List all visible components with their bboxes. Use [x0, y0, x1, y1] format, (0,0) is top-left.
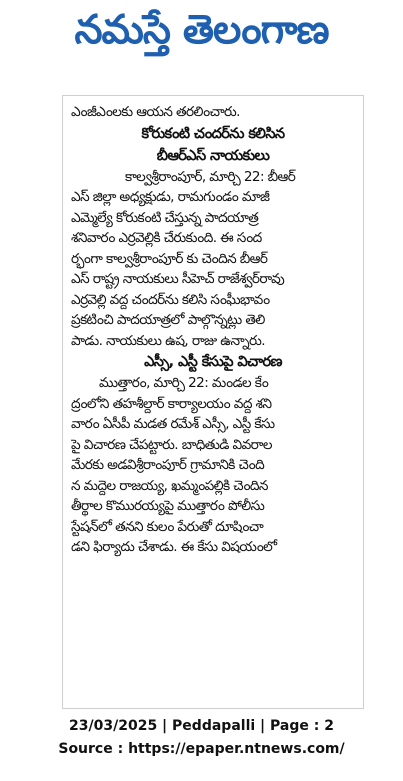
story2-line: మేరకు అడవిశ్రీరాంపూర్ గ్రామానికి చెంది [71, 457, 265, 473]
story2-line: డని ఫిర్యాదు చేశాడు. ఈ కేసు విషయంలో [71, 539, 277, 555]
story2-line: తీర్థాల కొమురయ్యపై ముత్తారం పోలీసు [71, 498, 265, 514]
story2-line: పై విచారణ చేపట్టారు. బాధితుడి వివరాల [71, 436, 272, 453]
story1-headline-line1: కోరుకంటి చందర్‌ను కలిసిన [141, 125, 285, 142]
story2-line: స్టేషన్‌లో తనని కులం పేరుతో దూషించా [71, 518, 264, 535]
story1-line: ఎర్రవెల్లి వద్ద చందర్‌ను కలిసి సంఘీభావం [71, 291, 270, 308]
story1-line: కాల్వశ్రీరాంపూర్, మార్చి 22: బీఆర్ [125, 168, 296, 185]
lead-line: ఎంజీఎంలకు ఆయన తరలించారు. [71, 104, 240, 120]
article-body [63, 96, 363, 558]
story1-line: పాడు. నాయకులు ఉష, రాజు ఉన్నారు. [71, 332, 265, 349]
story2-headline: ఎస్సీ, ఎస్టీ కేసుపై విచారణ [144, 354, 282, 370]
edition-info: 23/03/2025 | Peddapalli | Page : 2 [69, 718, 334, 734]
story1-line: ర్భంగా కాల్వశ్రీరాంపూర్ కు చెందిన బీఆర్ [71, 250, 268, 267]
story2-line: ద్రంలోని తహశీల్దార్ కార్యాలయం వద్ద శని [71, 395, 272, 412]
story1-headline-line2: బీఆర్‌ఎస్ నాయకులు [156, 147, 270, 164]
story1-line: ఎస్ రాష్ట్ర నాయకులు సీహెచ్ రాజేశ్వర్‌రావు [71, 271, 285, 287]
story2-line: న మద్దెల రాజయ్య, ఖమ్మంపల్లికి చెందిన [71, 477, 268, 494]
masthead-title: నమస్తే తెలంగాణ [74, 7, 329, 53]
story1-line: ఎస్ జిల్లా అధ్యక్షుడు, రామగుండం మాజీ [71, 189, 270, 205]
story1-line: ప్రకటించి పాదయాత్రలో పాల్గొన్నట్లు తెలి [71, 312, 265, 328]
story2-line: ముత్తారం, మార్చి 22: మండల కేం [99, 375, 269, 391]
story1-line: ఎమ్మెల్యే కోరుకంటి చేస్తున్న పాదయాత్ర [71, 209, 259, 226]
source-link[interactable]: Source : https://epaper.ntnews.com/ [58, 741, 345, 757]
story1-line: శనివారం ఎర్రవెల్లికి చేరుకుంది. ఈ సంద [71, 230, 262, 246]
story2-line: వారం ఏసీపీ మడత రమేశ్ ఎస్సీ, ఎస్టీ కేసు [71, 416, 275, 432]
news-clipping [62, 95, 364, 709]
masthead [0, 0, 403, 70]
